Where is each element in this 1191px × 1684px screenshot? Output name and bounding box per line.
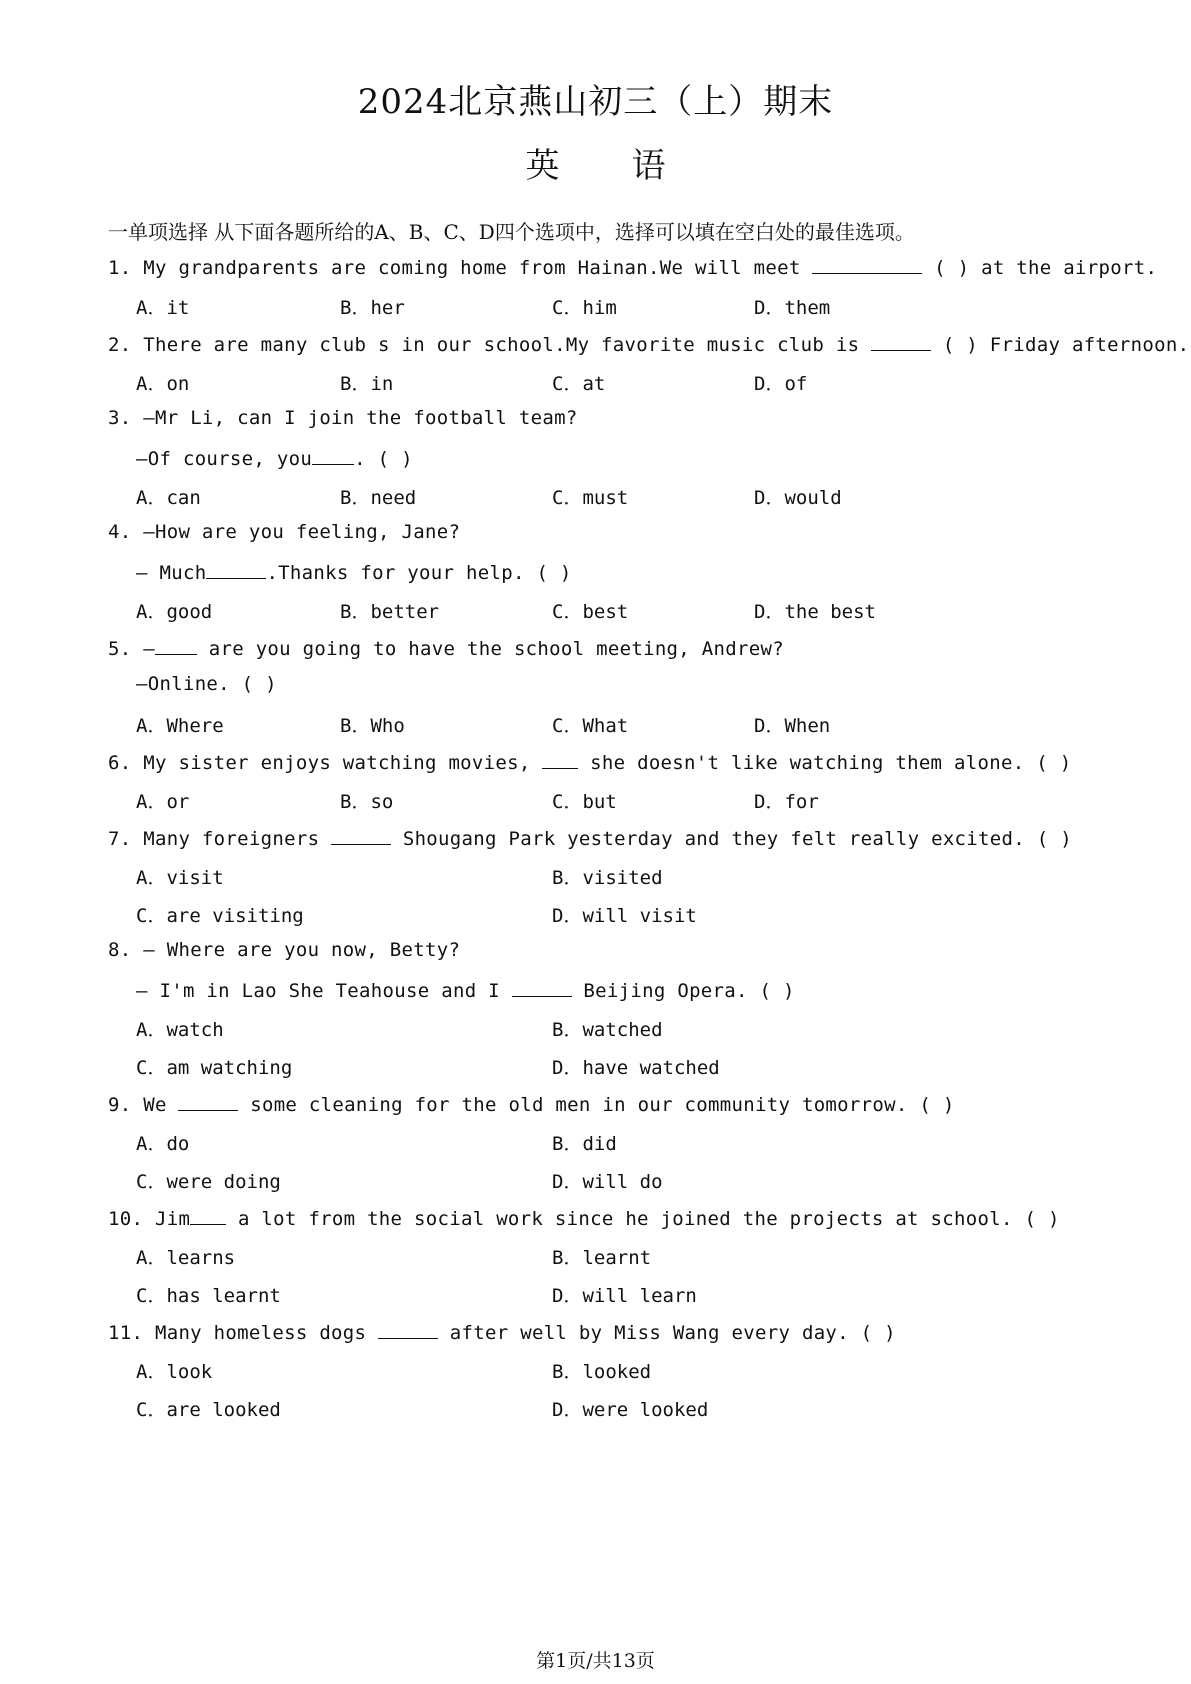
option-b: B．did bbox=[552, 1133, 617, 1155]
question-number: 8. bbox=[108, 939, 132, 961]
answer-blank bbox=[178, 1091, 238, 1111]
answer-blank bbox=[331, 825, 391, 845]
option-d: D．When bbox=[754, 715, 831, 737]
question-number: 2. bbox=[108, 334, 132, 356]
question-tail: Shougang Park yesterday and they felt really excited. bbox=[402, 828, 1025, 850]
question-line-1: —Mr Li, can I join the football team? bbox=[143, 407, 578, 429]
question-number: 10. bbox=[108, 1208, 144, 1230]
page-number: 第1页/共13页 bbox=[536, 1650, 655, 1672]
option-c: C．at bbox=[552, 373, 606, 395]
question-number: 4. bbox=[108, 521, 132, 543]
question-8 bbox=[108, 939, 460, 961]
answer-paren: ( ) bbox=[759, 980, 795, 1002]
question-tail: a lot from the social work since he joined the projects at school. bbox=[237, 1208, 1013, 1230]
question-line-2-end: .Thanks for your help. bbox=[266, 562, 525, 584]
answer-paren: ( ) bbox=[1024, 1208, 1060, 1230]
answer-paren: ( ) bbox=[934, 257, 970, 279]
option-c: C．are looked bbox=[136, 1399, 281, 1421]
option-d: D．for bbox=[754, 791, 819, 813]
question-3-line-2 bbox=[136, 445, 413, 470]
answer-paren: ( ) bbox=[942, 334, 979, 356]
answer-blank bbox=[155, 635, 197, 655]
option-c: C．best bbox=[552, 601, 629, 623]
option-c: C．has learnt bbox=[136, 1285, 281, 1307]
option-a: A．good bbox=[136, 601, 213, 623]
question-line-2: —Of course, you bbox=[136, 448, 313, 470]
question-line-1: —How are you feeling, Jane? bbox=[143, 521, 461, 543]
option-a: A．look bbox=[136, 1361, 213, 1383]
question-line-2: — Much bbox=[136, 562, 207, 584]
question-stem: There are many club s in our school.My favorite music club is bbox=[143, 334, 860, 356]
question-line-2-end: . bbox=[354, 448, 366, 470]
question-number: 1. bbox=[108, 257, 132, 279]
question-stem: We bbox=[143, 1094, 167, 1116]
option-d: D．will learn bbox=[552, 1285, 697, 1307]
question-10 bbox=[108, 1205, 1060, 1230]
option-a: A．visit bbox=[136, 867, 224, 889]
question-tail: some cleaning for the old men in our community tomorrow. bbox=[250, 1094, 908, 1116]
answer-blank bbox=[190, 1205, 226, 1225]
question-stem: My sister enjoys watching movies, bbox=[143, 752, 531, 774]
option-b: B．learnt bbox=[552, 1247, 652, 1269]
option-b: B．in bbox=[340, 373, 394, 395]
question-9 bbox=[108, 1091, 955, 1116]
question-tail: Friday afternoon. bbox=[989, 334, 1190, 356]
option-a: A．watch bbox=[136, 1019, 224, 1041]
question-1 bbox=[108, 254, 1157, 279]
answer-blank bbox=[512, 977, 572, 997]
question-line-2: —Online. bbox=[136, 673, 230, 695]
option-c: C．but bbox=[552, 791, 617, 813]
option-d: D．would bbox=[754, 487, 842, 509]
answer-paren: ( ) bbox=[377, 448, 413, 470]
question-line-2: — I'm in Lao She Teahouse and I bbox=[136, 980, 500, 1002]
question-8-line-2 bbox=[136, 977, 795, 1002]
answer-blank bbox=[871, 331, 931, 351]
subject-title: 英语 bbox=[525, 146, 738, 186]
question-line-1: are you going to have the school meeting, Andrew? bbox=[208, 638, 784, 660]
question-line-1: — Where are you now, Betty? bbox=[143, 939, 461, 961]
question-3 bbox=[108, 407, 578, 429]
option-a: A．on bbox=[136, 373, 190, 395]
question-number: 5. bbox=[108, 638, 132, 660]
answer-paren: ( ) bbox=[536, 562, 572, 584]
question-line-1-start: — bbox=[143, 638, 155, 660]
question-6 bbox=[108, 749, 1071, 774]
option-b: B．looked bbox=[552, 1361, 652, 1383]
option-b: B．visited bbox=[552, 867, 663, 889]
option-c: C．are visiting bbox=[136, 905, 304, 927]
question-7 bbox=[108, 825, 1072, 850]
option-d: D．of bbox=[754, 373, 808, 395]
question-stem: Many homeless dogs bbox=[154, 1322, 367, 1344]
question-stem: My grandparents are coming home from Hainan.We will meet bbox=[143, 257, 801, 279]
option-b: B．better bbox=[340, 601, 440, 623]
option-c: C．must bbox=[552, 487, 629, 509]
option-b: B．Who bbox=[340, 715, 405, 737]
option-b: B．need bbox=[340, 487, 417, 509]
page-title: 2024北京燕山初三（上）期末 bbox=[357, 82, 834, 122]
option-d: D．will visit bbox=[552, 905, 697, 927]
option-c: C．were doing bbox=[136, 1171, 281, 1193]
question-tail: after well by Miss Wang every day. bbox=[449, 1322, 849, 1344]
option-a: A．it bbox=[136, 297, 190, 319]
answer-blank bbox=[378, 1319, 438, 1339]
answer-paren: ( ) bbox=[1036, 752, 1072, 774]
question-number: 6. bbox=[108, 752, 132, 774]
option-a: A．Where bbox=[136, 715, 224, 737]
question-line-2-end: Beijing Opera. bbox=[583, 980, 748, 1002]
question-5 bbox=[108, 635, 784, 660]
answer-blank bbox=[542, 749, 578, 769]
option-c: C．him bbox=[552, 297, 617, 319]
option-c: C．am watching bbox=[136, 1057, 293, 1079]
answer-paren: ( ) bbox=[1036, 828, 1072, 850]
answer-paren: ( ) bbox=[919, 1094, 955, 1116]
option-d: D．them bbox=[754, 297, 831, 319]
option-d: D．were looked bbox=[552, 1399, 709, 1421]
option-b: B．watched bbox=[552, 1019, 663, 1041]
question-number: 7. bbox=[108, 828, 132, 850]
option-a: A．can bbox=[136, 487, 201, 509]
option-a: A．learns bbox=[136, 1247, 236, 1269]
option-d: D．have watched bbox=[552, 1057, 720, 1079]
option-b: B．her bbox=[340, 297, 405, 319]
answer-blank bbox=[312, 445, 354, 465]
question-4-line-2 bbox=[136, 559, 572, 584]
question-stem: Many foreigners bbox=[143, 828, 320, 850]
question-tail: she doesn't like watching them alone. bbox=[590, 752, 1025, 774]
option-a: A．or bbox=[136, 791, 190, 813]
question-tail: at the airport. bbox=[981, 257, 1158, 279]
option-c: C．What bbox=[552, 715, 629, 737]
answer-blank bbox=[206, 559, 266, 579]
question-11 bbox=[108, 1319, 896, 1344]
answer-blank bbox=[812, 254, 922, 274]
question-number: 11. bbox=[108, 1322, 144, 1344]
question-5-line-2 bbox=[136, 673, 277, 695]
option-b: B．so bbox=[340, 791, 394, 813]
option-a: A．do bbox=[136, 1133, 190, 1155]
question-number: 9. bbox=[108, 1094, 132, 1116]
option-d: D．will do bbox=[552, 1171, 663, 1193]
answer-paren: ( ) bbox=[241, 673, 277, 695]
section-heading: 一单项选择 从下面各题所给的A、B、C、D四个选项中，选择可以填在空白处的最佳选项。 bbox=[108, 220, 915, 244]
question-stem: Jim bbox=[154, 1208, 191, 1230]
answer-paren: ( ) bbox=[860, 1322, 896, 1344]
option-d: D．the best bbox=[754, 601, 876, 623]
question-number: 3. bbox=[108, 407, 132, 429]
question-2 bbox=[108, 331, 1189, 356]
question-4 bbox=[108, 521, 460, 543]
